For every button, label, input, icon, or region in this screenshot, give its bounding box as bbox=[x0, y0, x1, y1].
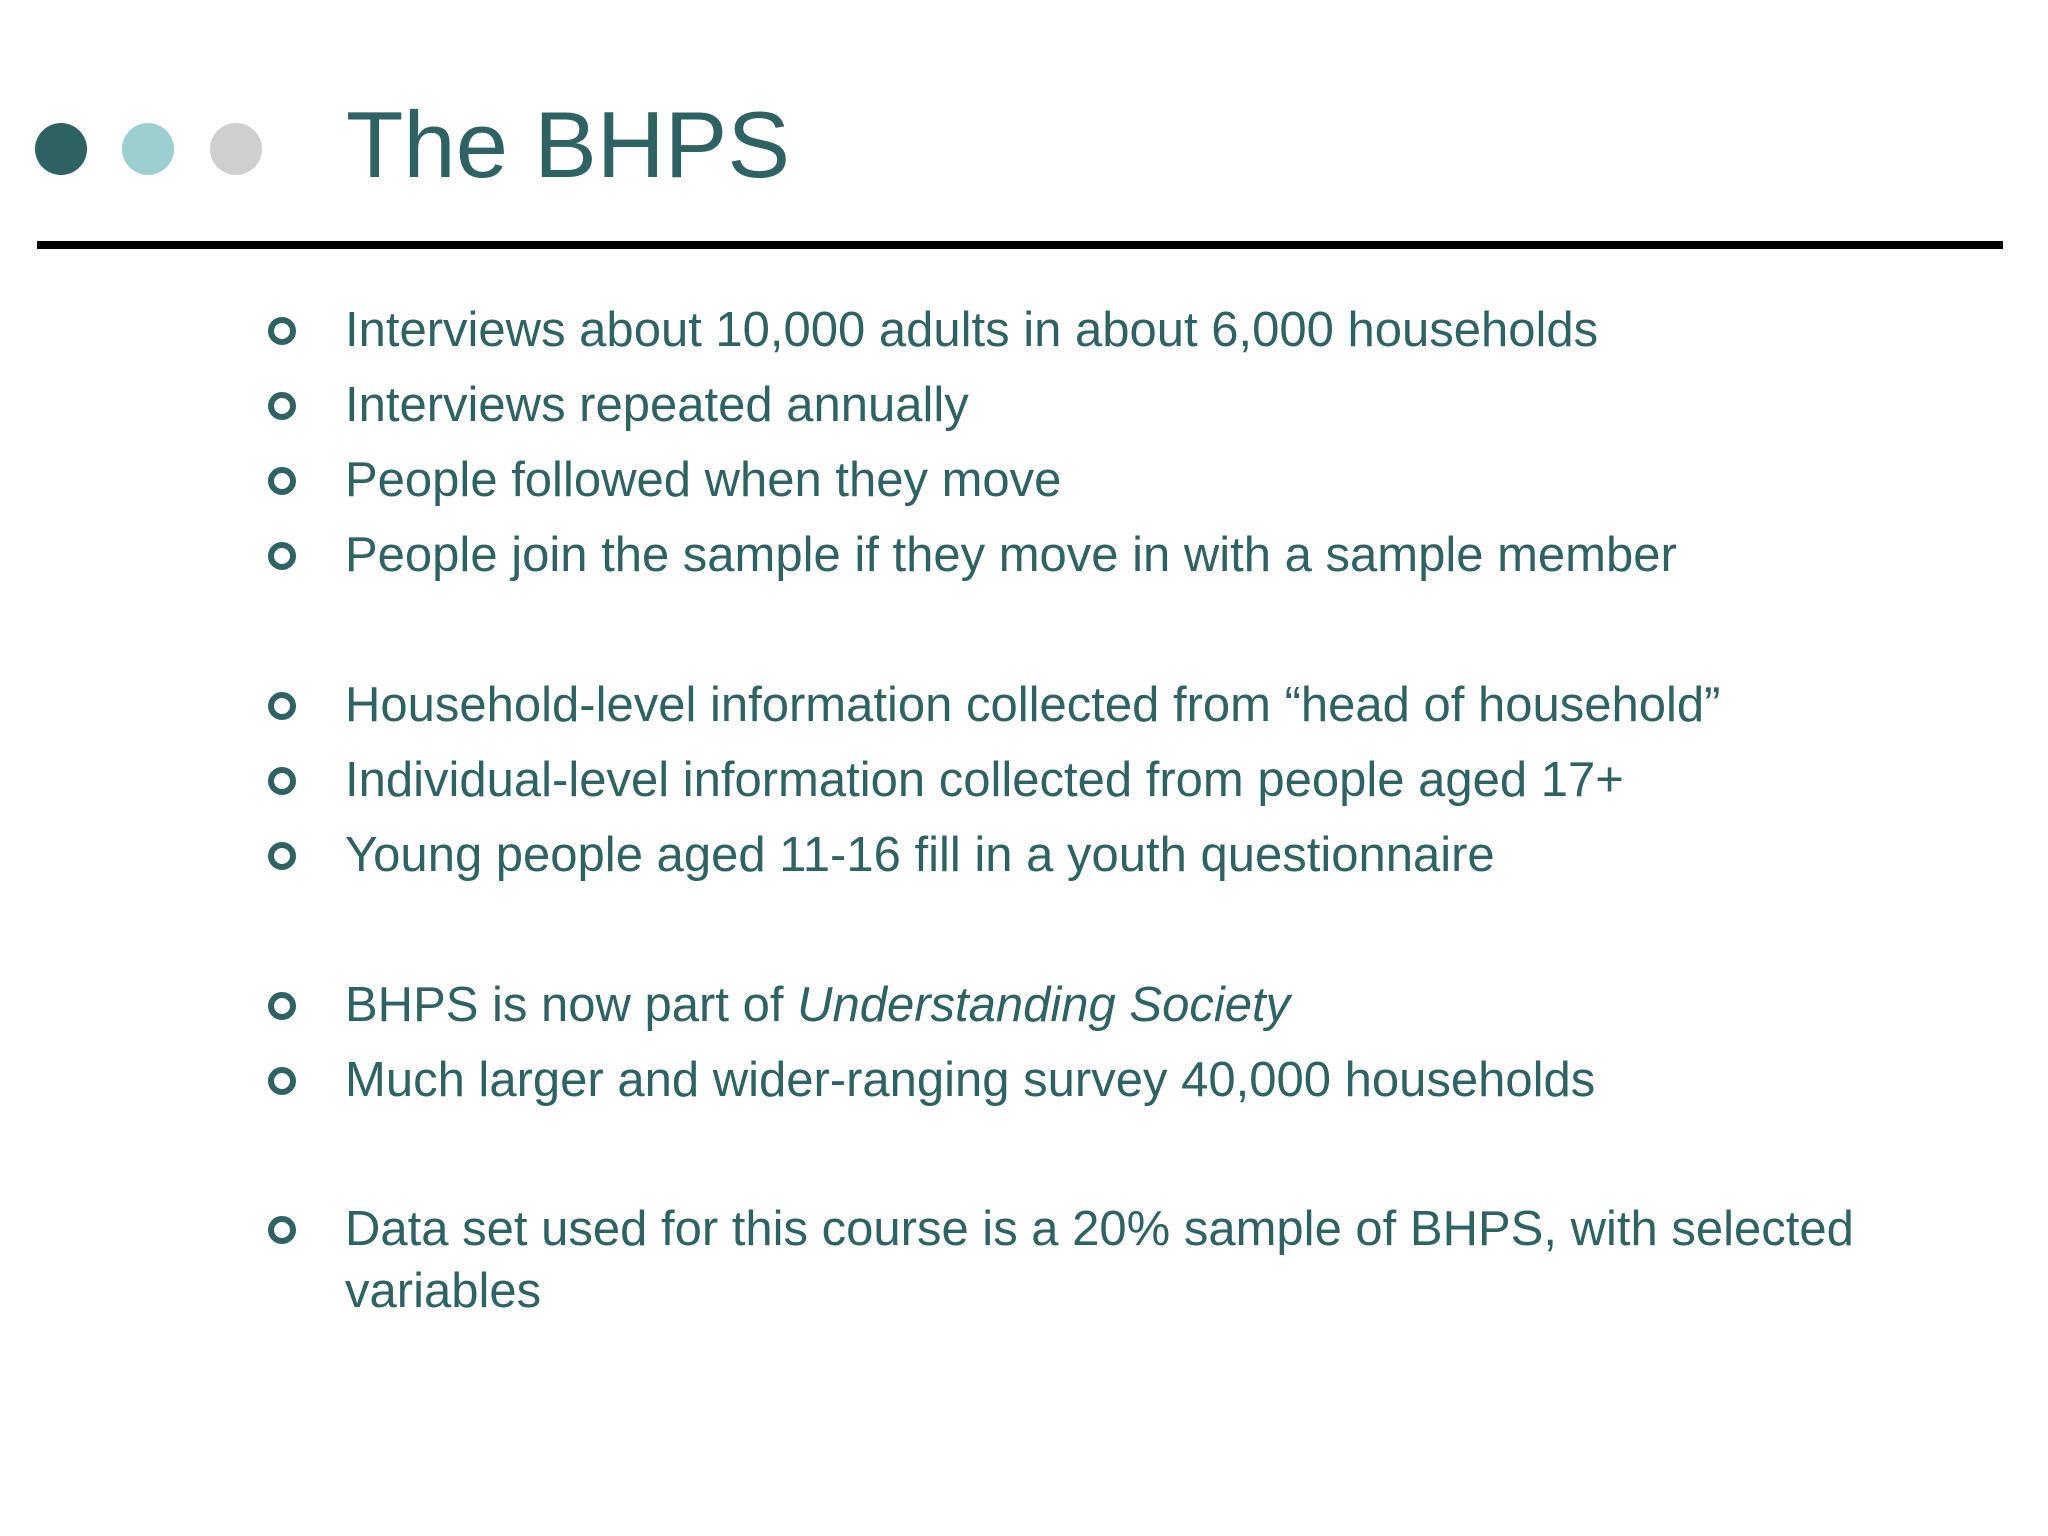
bullet-circle-icon bbox=[268, 692, 296, 720]
bullet-text: Data set used for this course is a 20% sample of BHPS, with selected variables bbox=[345, 1202, 1854, 1318]
bullet-circle-icon bbox=[268, 392, 296, 420]
bullet-item bbox=[268, 299, 1968, 361]
bullet-circle-icon bbox=[268, 1216, 296, 1244]
bullet-item bbox=[268, 674, 1968, 736]
bullet-item bbox=[268, 1049, 1968, 1111]
bullet-item bbox=[268, 374, 1968, 436]
slide-title: The BHPS bbox=[346, 92, 791, 197]
understanding-society-emphasis: Understanding Society bbox=[797, 978, 1291, 1032]
bullet-item bbox=[268, 749, 1968, 811]
bullet-item bbox=[268, 824, 1968, 886]
bullet-text-prefix: BHPS is now part of bbox=[345, 978, 798, 1032]
bullet-text: Household-level information collected from “head of household” bbox=[345, 678, 1721, 732]
bullet-circle-icon bbox=[268, 467, 296, 495]
bullet-item bbox=[268, 1198, 1968, 1322]
bullet-text: Much larger and wider-ranging survey 40,000 households bbox=[345, 1053, 1596, 1107]
bullet-text: Individual-level information collected from people aged 17+ bbox=[345, 753, 1624, 807]
bullet-item bbox=[268, 974, 1968, 1036]
bullet-circle-icon bbox=[268, 317, 296, 345]
bullet-text: Interviews repeated annually bbox=[345, 378, 969, 432]
bullet-text: People join the sample if they move in with a sample member bbox=[345, 528, 1677, 582]
bullet-text: People followed when they move bbox=[345, 453, 1062, 507]
bullet-text: Young people aged 11-16 fill in a youth questionnaire bbox=[345, 828, 1495, 882]
bullet-circle-icon bbox=[268, 542, 296, 570]
bullet-circle-icon bbox=[268, 842, 296, 870]
bullet-text: Interviews about 10,000 adults in about 6,000 households bbox=[345, 303, 1599, 357]
bullet-item bbox=[268, 524, 1968, 586]
bullet-text bbox=[345, 974, 1968, 1036]
bullet-circle-icon bbox=[268, 992, 296, 1020]
bullet-circle-icon bbox=[268, 767, 296, 795]
bullet-circle-icon bbox=[268, 1067, 296, 1095]
bullet-item bbox=[268, 449, 1968, 511]
